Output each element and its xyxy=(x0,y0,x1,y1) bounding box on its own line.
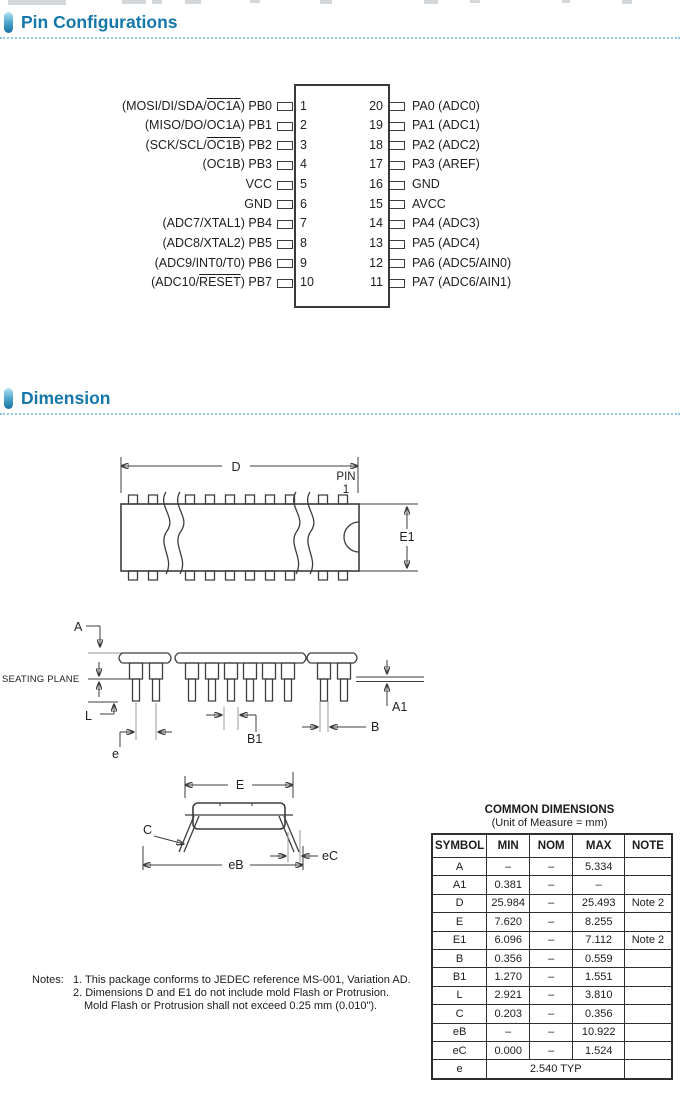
table-cell: – xyxy=(530,876,573,894)
pin-number-right: 19 xyxy=(369,118,383,133)
table-cell: D xyxy=(432,894,487,912)
pin-number-right: 14 xyxy=(369,216,383,231)
pin-lead-left xyxy=(277,102,293,111)
table-cell: – xyxy=(530,931,573,949)
overlined-signal: RESET xyxy=(199,275,241,290)
table-cell: B xyxy=(432,949,487,967)
lead-stubs xyxy=(129,495,348,580)
pin-left-label xyxy=(0,256,272,271)
clipped-text-fragment xyxy=(8,0,66,5)
leads xyxy=(130,663,351,701)
dim-label-e-width: E xyxy=(235,778,245,792)
dip-package-pinout-diagram xyxy=(0,84,680,316)
dim-label-e: e xyxy=(112,747,119,761)
pin-right-label: GND xyxy=(412,177,440,192)
table-header-cell: SYMBOL xyxy=(432,834,487,858)
signal-text: ) PB2 xyxy=(240,137,272,152)
dim-label-b: B xyxy=(371,720,380,734)
end-leads xyxy=(179,816,299,852)
pin-lead-left xyxy=(277,279,293,288)
signal-text: GND xyxy=(244,196,272,211)
table-header-row xyxy=(432,834,672,858)
table-cell xyxy=(625,1041,672,1059)
table-row xyxy=(432,913,672,931)
pin-number-left: 6 xyxy=(300,196,307,211)
pin-number-left: 8 xyxy=(300,236,307,251)
pin-lead-left xyxy=(277,240,293,249)
signal-text: (ADC8/XTAL2) PB5 xyxy=(162,236,272,251)
pin-right-label: AVCC xyxy=(412,196,446,211)
pin-left-label xyxy=(0,118,272,133)
table-header-cell: NOM xyxy=(530,834,573,858)
table-header-cell: MAX xyxy=(573,834,625,858)
pin-left-label xyxy=(0,157,272,172)
dim-label-a: A xyxy=(74,620,83,634)
table-cell: 2.540 TYP xyxy=(487,1060,625,1079)
table-row xyxy=(432,876,672,894)
table-cell: 0.356 xyxy=(573,1005,625,1023)
table-cell: A xyxy=(432,858,487,876)
table-cell: eB xyxy=(432,1023,487,1041)
section-title-dimension: Dimension xyxy=(21,388,111,408)
overlined-signal: OC1A xyxy=(206,98,241,113)
common-dimensions-table xyxy=(431,833,673,1080)
pin-lead-right xyxy=(389,122,405,131)
signal-text: (ADC10/ xyxy=(151,275,200,290)
table-cell xyxy=(625,1005,672,1023)
signal-text: VCC xyxy=(245,177,272,192)
table-cell: 1.524 xyxy=(573,1041,625,1059)
overlined-signal: OC1B xyxy=(206,137,241,152)
clipped-text-fragment xyxy=(320,0,332,4)
pin-left-label xyxy=(0,99,272,114)
pin1-number: 1 xyxy=(342,484,350,496)
pin-lead-left xyxy=(277,220,293,229)
table-cell: – xyxy=(530,1005,573,1023)
table-cell: – xyxy=(530,913,573,931)
pin-number-right: 18 xyxy=(369,137,383,152)
pin-left-label xyxy=(0,275,272,290)
seating-plane-label: SEATING PLANE xyxy=(2,674,80,685)
dimensions-table-title: COMMON DIMENSIONS xyxy=(484,804,615,816)
pin-number-right: 13 xyxy=(369,236,383,251)
pin-left-label xyxy=(0,197,272,212)
package-body xyxy=(121,504,359,571)
signal-text: (MOSI/DI/SDA/ xyxy=(121,98,207,113)
table-cell: A1 xyxy=(432,876,487,894)
clipped-text-fragment xyxy=(470,0,480,3)
table-cell: C xyxy=(432,1005,487,1023)
dim-label-eb: eB xyxy=(228,858,244,872)
table-row xyxy=(432,894,672,912)
table-cell xyxy=(625,949,672,967)
table-cell: E1 xyxy=(432,931,487,949)
pin-right-label: PA2 (ADC2) xyxy=(412,137,480,152)
pin-lead-right xyxy=(389,259,405,268)
clipped-text-fragment xyxy=(250,0,260,3)
signal-text: (OC1B) PB3 xyxy=(202,157,272,172)
table-cell: 10.922 xyxy=(573,1023,625,1041)
pin-lead-left xyxy=(277,161,293,170)
note-line: Mold Flash or Protrusion shall not exceed 0.25 mm (0.010"). xyxy=(84,1000,378,1012)
signal-text: ) PB7 xyxy=(240,275,272,290)
package-top-view-drawing xyxy=(100,445,440,605)
pin-right-label: PA1 (ADC1) xyxy=(412,118,480,133)
table-cell: 0.559 xyxy=(573,949,625,967)
note-line: 1. This package conforms to JEDEC reference MS-001, Variation AD. xyxy=(73,974,411,986)
pin-lead-left xyxy=(277,200,293,209)
pin-number-right: 12 xyxy=(369,255,383,270)
table-cell: B1 xyxy=(432,968,487,986)
table-cell: – xyxy=(530,949,573,967)
table-row xyxy=(432,1041,672,1059)
table-cell: 2.921 xyxy=(487,986,530,1004)
dim-label-l: L xyxy=(85,709,92,723)
table-cell: – xyxy=(530,858,573,876)
pin-left-label xyxy=(0,138,272,153)
pin-number-left: 9 xyxy=(300,255,307,270)
pin-number-right: 20 xyxy=(369,98,383,113)
table-cell xyxy=(625,876,672,894)
table-cell: 25.984 xyxy=(487,894,530,912)
table-cell: 8.255 xyxy=(573,913,625,931)
table-cell: 0.356 xyxy=(487,949,530,967)
section-title-pin-configurations: Pin Configurations xyxy=(21,12,178,32)
table-cell: 1.270 xyxy=(487,968,530,986)
table-cell: 1.551 xyxy=(573,968,625,986)
dimensions-table-subtitle: (Unit of Measure = mm) xyxy=(491,817,608,829)
table-row xyxy=(432,858,672,876)
pin1-label: PIN xyxy=(336,471,356,483)
pin1-notch xyxy=(344,522,359,552)
table-cell xyxy=(625,1060,672,1079)
table-cell: 6.096 xyxy=(487,931,530,949)
table-cell xyxy=(625,968,672,986)
table-row xyxy=(432,1023,672,1041)
table-cell: Note 2 xyxy=(625,894,672,912)
package-notes xyxy=(32,974,472,1013)
table-cell: – xyxy=(487,858,530,876)
table-row xyxy=(432,931,672,949)
clipped-text-fragment xyxy=(122,0,146,4)
pin-lead-left xyxy=(277,141,293,150)
table-cell: 3.810 xyxy=(573,986,625,1004)
clipped-text-fragment xyxy=(424,0,438,4)
table-cell: – xyxy=(530,986,573,1004)
pin-lead-right xyxy=(389,161,405,170)
pin-left-label xyxy=(0,177,272,192)
table-cell: eC xyxy=(432,1041,487,1059)
table-header-cell: NOTE xyxy=(625,834,672,858)
table-cell: – xyxy=(530,1023,573,1041)
pin-lead-left xyxy=(277,259,293,268)
pin-lead-right xyxy=(389,181,405,190)
section-bullet-icon xyxy=(4,12,13,33)
table-cell xyxy=(625,1023,672,1041)
section-divider xyxy=(0,37,680,39)
pin-number-left: 5 xyxy=(300,177,307,192)
pin-lead-right xyxy=(389,102,405,111)
table-cell xyxy=(625,858,672,876)
table-cell xyxy=(625,986,672,1004)
notes-label: Notes: xyxy=(32,974,64,986)
pin-lead-right xyxy=(389,200,405,209)
table-cell: e xyxy=(432,1060,487,1079)
table-cell: 0.381 xyxy=(487,876,530,894)
table-row xyxy=(432,949,672,967)
pin-number-left: 4 xyxy=(300,157,307,172)
note-line: 2. Dimensions D and E1 do not include mold Flash or Protrusion. xyxy=(73,987,390,999)
table-cell: – xyxy=(573,876,625,894)
pin-number-right: 15 xyxy=(369,196,383,211)
table-cell: 0.000 xyxy=(487,1041,530,1059)
pin-number-right: 11 xyxy=(370,275,383,290)
table-cell: 0.203 xyxy=(487,1005,530,1023)
package-end-view-drawing xyxy=(130,770,400,895)
table-cell: – xyxy=(530,894,573,912)
dim-label-e1: E1 xyxy=(399,530,415,544)
table-cell: 5.334 xyxy=(573,858,625,876)
pin-number-left: 2 xyxy=(300,118,307,133)
pin-lead-right xyxy=(389,240,405,249)
pin-number-left: 10 xyxy=(300,275,314,290)
pin-right-label: PA7 (ADC6/AIN1) xyxy=(412,275,512,290)
dim-label-d: D xyxy=(231,460,241,474)
table-cell: 25.493 xyxy=(573,894,625,912)
package-body-end xyxy=(193,803,285,829)
pin-lead-right xyxy=(389,220,405,229)
package-side-view-drawing xyxy=(0,610,440,770)
clipped-text-fragment xyxy=(562,0,570,3)
pin-number-right: 17 xyxy=(369,157,383,172)
pin-number-left: 1 xyxy=(300,98,307,113)
dim-label-c: C xyxy=(143,823,153,837)
pin-lead-right xyxy=(389,279,405,288)
pin-right-label: PA0 (ADC0) xyxy=(412,98,480,113)
table-cell: L xyxy=(432,986,487,1004)
signal-text: ) PB0 xyxy=(240,98,272,113)
pin-left-label xyxy=(0,216,272,231)
clipped-text-fragment xyxy=(185,0,201,4)
table-cell xyxy=(625,913,672,931)
pin-number-left: 3 xyxy=(300,137,307,152)
table-cell: 7.112 xyxy=(573,931,625,949)
pin-right-label: PA6 (ADC5/AIN0) xyxy=(412,255,512,270)
table-cell: 7.620 xyxy=(487,913,530,931)
dim-label-ec: eC xyxy=(322,849,338,863)
clipped-text-fragment xyxy=(152,0,162,4)
section-bullet-icon xyxy=(4,388,13,409)
pin-lead-left xyxy=(277,181,293,190)
table-cell: Note 2 xyxy=(625,931,672,949)
table-header-cell: MIN xyxy=(487,834,530,858)
table-cell: – xyxy=(530,1041,573,1059)
signal-text: (ADC7/XTAL1) PB4 xyxy=(162,216,272,231)
pin-lead-right xyxy=(389,141,405,150)
table-cell: – xyxy=(530,968,573,986)
signal-text: (ADC9/INT0/T0) PB6 xyxy=(154,255,272,270)
package-body-segments xyxy=(119,653,357,663)
table-cell: – xyxy=(487,1023,530,1041)
dim-label-b1: B1 xyxy=(247,732,263,746)
pin-number-left: 7 xyxy=(300,216,307,231)
table-row xyxy=(432,1060,672,1079)
pin-left-label xyxy=(0,236,272,251)
section-divider xyxy=(0,413,680,415)
pin-right-label: PA4 (ADC3) xyxy=(412,216,480,231)
pin-right-label: PA3 (AREF) xyxy=(412,157,480,172)
clipped-text-fragment xyxy=(622,0,632,4)
signal-text: (SCK/SCL/ xyxy=(145,137,207,152)
signal-text: (MISO/DO/OC1A) PB1 xyxy=(144,118,272,133)
table-cell: E xyxy=(432,913,487,931)
pin-lead-left xyxy=(277,122,293,131)
pin-number-right: 16 xyxy=(369,177,383,192)
pin-right-label: PA5 (ADC4) xyxy=(412,236,480,251)
dim-label-a1: A1 xyxy=(392,700,408,714)
